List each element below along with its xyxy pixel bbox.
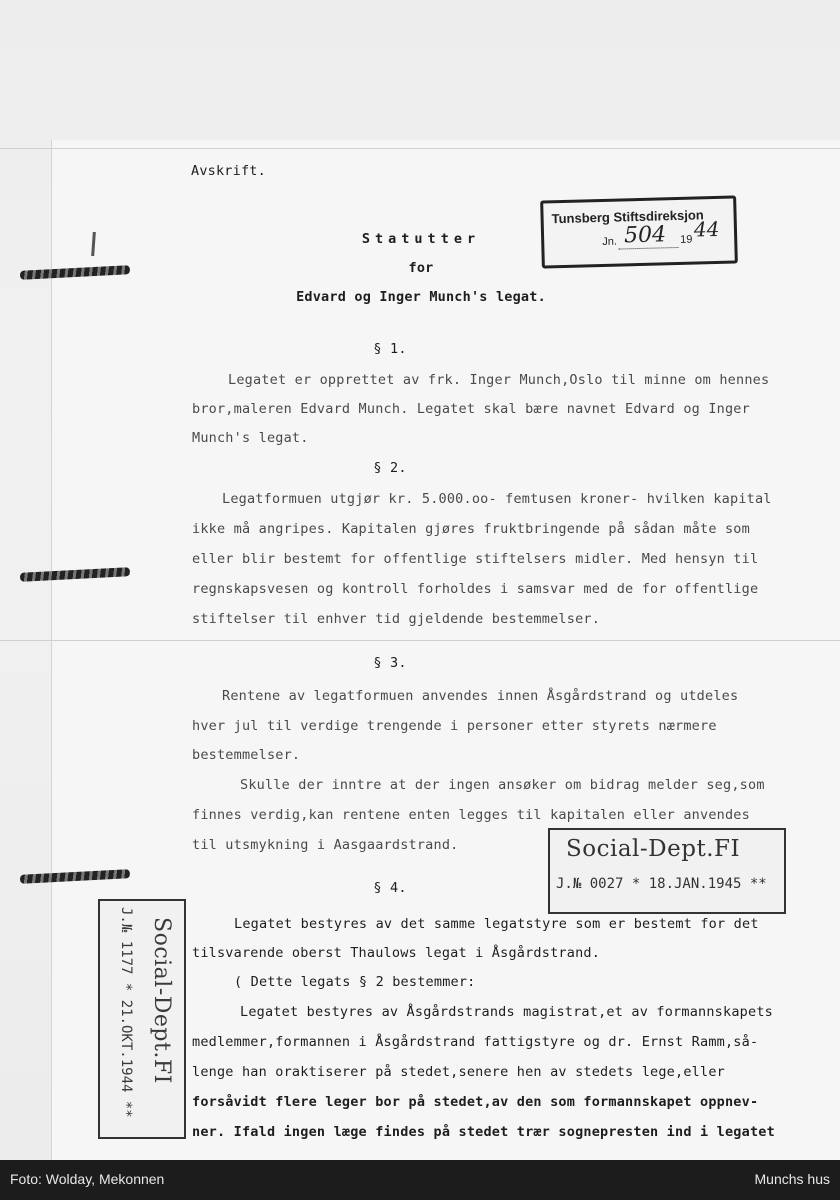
photo-source: Munchs hus bbox=[754, 1171, 830, 1187]
stamp-handwritten-year: 44 bbox=[693, 216, 720, 242]
section-line: eller blir bestemt for offentlige stiftelsers midler. Med hensyn til bbox=[192, 551, 759, 567]
section-line: forsåvidt flere leger bor på stedet,av den som formannskapet oppnev- bbox=[192, 1094, 759, 1110]
stamp-title: Social-Dept.FI bbox=[566, 836, 741, 862]
social-dept-side-stamp bbox=[98, 899, 186, 1139]
section-line: lenge han oraktiserer på stedet,senere hen av stedets lege,eller bbox=[192, 1064, 725, 1080]
section-line: ( Dette legats § 2 bestemmer: bbox=[234, 974, 476, 990]
stamp-year-prefix: 19 bbox=[680, 233, 693, 246]
section-label: § 4. bbox=[373, 880, 407, 896]
section-line: Legatet er opprettet av frk. Inger Munch,Oslo til minne om hennes bbox=[228, 372, 770, 388]
photo-credit: Foto: Wolday, Mekonnen bbox=[10, 1171, 165, 1187]
section-line: Munch's legat. bbox=[192, 430, 309, 446]
stamp-number-line: J.№ 0027 * 18.JAN.1945 ** bbox=[556, 876, 767, 892]
section-line: Legatformuen utgjør kr. 5.000.oo- femtusen kroner- hvilken kapital bbox=[222, 491, 772, 507]
section-line: Rentene av legatformuen anvendes innen Åsgårdstrand og utdeles bbox=[222, 688, 739, 704]
section-line: ikke må angripes. Kapitalen gjøres fruktbringende på sådan måte som bbox=[192, 521, 750, 537]
section-line: til utsmykning i Aasgaardstrand. bbox=[192, 837, 459, 853]
section-line: Legatet bestyres av det samme legatstyre som er bestemt for det bbox=[234, 916, 759, 932]
section-line: Legatet bestyres av Åsgårdstrands magistrat,et av formannskapets bbox=[240, 1004, 773, 1020]
stamp-title: Tunsberg Stiftsdireksjon bbox=[551, 207, 704, 227]
section-line: tilsvarende oberst Thaulows legat i Åsgårdstrand. bbox=[192, 945, 601, 961]
section-line: bestemmelser. bbox=[192, 747, 301, 763]
section-line: medlemmer,formannen i Åsgårdstrand fattigstyre og dr. Ernst Ramm,så- bbox=[192, 1034, 759, 1050]
section-line: finnes verdig,kan rentene enten legges til kapitalen eller anvendes bbox=[192, 807, 750, 823]
section-label: § 1. bbox=[373, 341, 407, 357]
stamp-number-line: J.№ 1177 * 21.OKT.1944 ** bbox=[118, 907, 134, 1118]
document-title-for: for bbox=[408, 260, 434, 276]
document-title-legat: Edvard og Inger Munch's legat. bbox=[296, 289, 546, 305]
section-line: bror,maleren Edvard Munch. Legatet skal bære navnet Edvard og Inger bbox=[192, 401, 750, 417]
social-dept-stamp bbox=[548, 828, 786, 914]
document-title: Statutter bbox=[361, 231, 481, 247]
section-label: § 2. bbox=[373, 460, 407, 476]
photo-credit-bar bbox=[0, 1160, 840, 1200]
fold-line bbox=[0, 148, 840, 149]
document-heading: Avskrift. bbox=[191, 163, 266, 179]
stamp-journal-label: Jn. bbox=[602, 235, 618, 248]
fold-line bbox=[0, 640, 840, 641]
section-line: hver jul til verdige trengende i personer etter styrets nærmere bbox=[192, 718, 717, 734]
section-line: regnskapsvesen og kontroll forholdes i samsvar med de for offentlige bbox=[192, 581, 759, 597]
section-line: Skulle der inntre at der ingen ansøker om bidrag melder seg,som bbox=[240, 777, 765, 793]
stamp-handwritten-number: 504 bbox=[623, 222, 667, 249]
stamp-title: Social-Dept.FI bbox=[149, 917, 174, 1084]
section-line: stiftelser til enhver tid gjeldende bestemmelser. bbox=[192, 611, 601, 627]
section-line: ner. Ifald ingen læge findes på stedet trær sognepresten ind i legatet bbox=[192, 1124, 775, 1140]
section-label: § 3. bbox=[373, 655, 407, 671]
tunsberg-stamp bbox=[540, 195, 738, 268]
